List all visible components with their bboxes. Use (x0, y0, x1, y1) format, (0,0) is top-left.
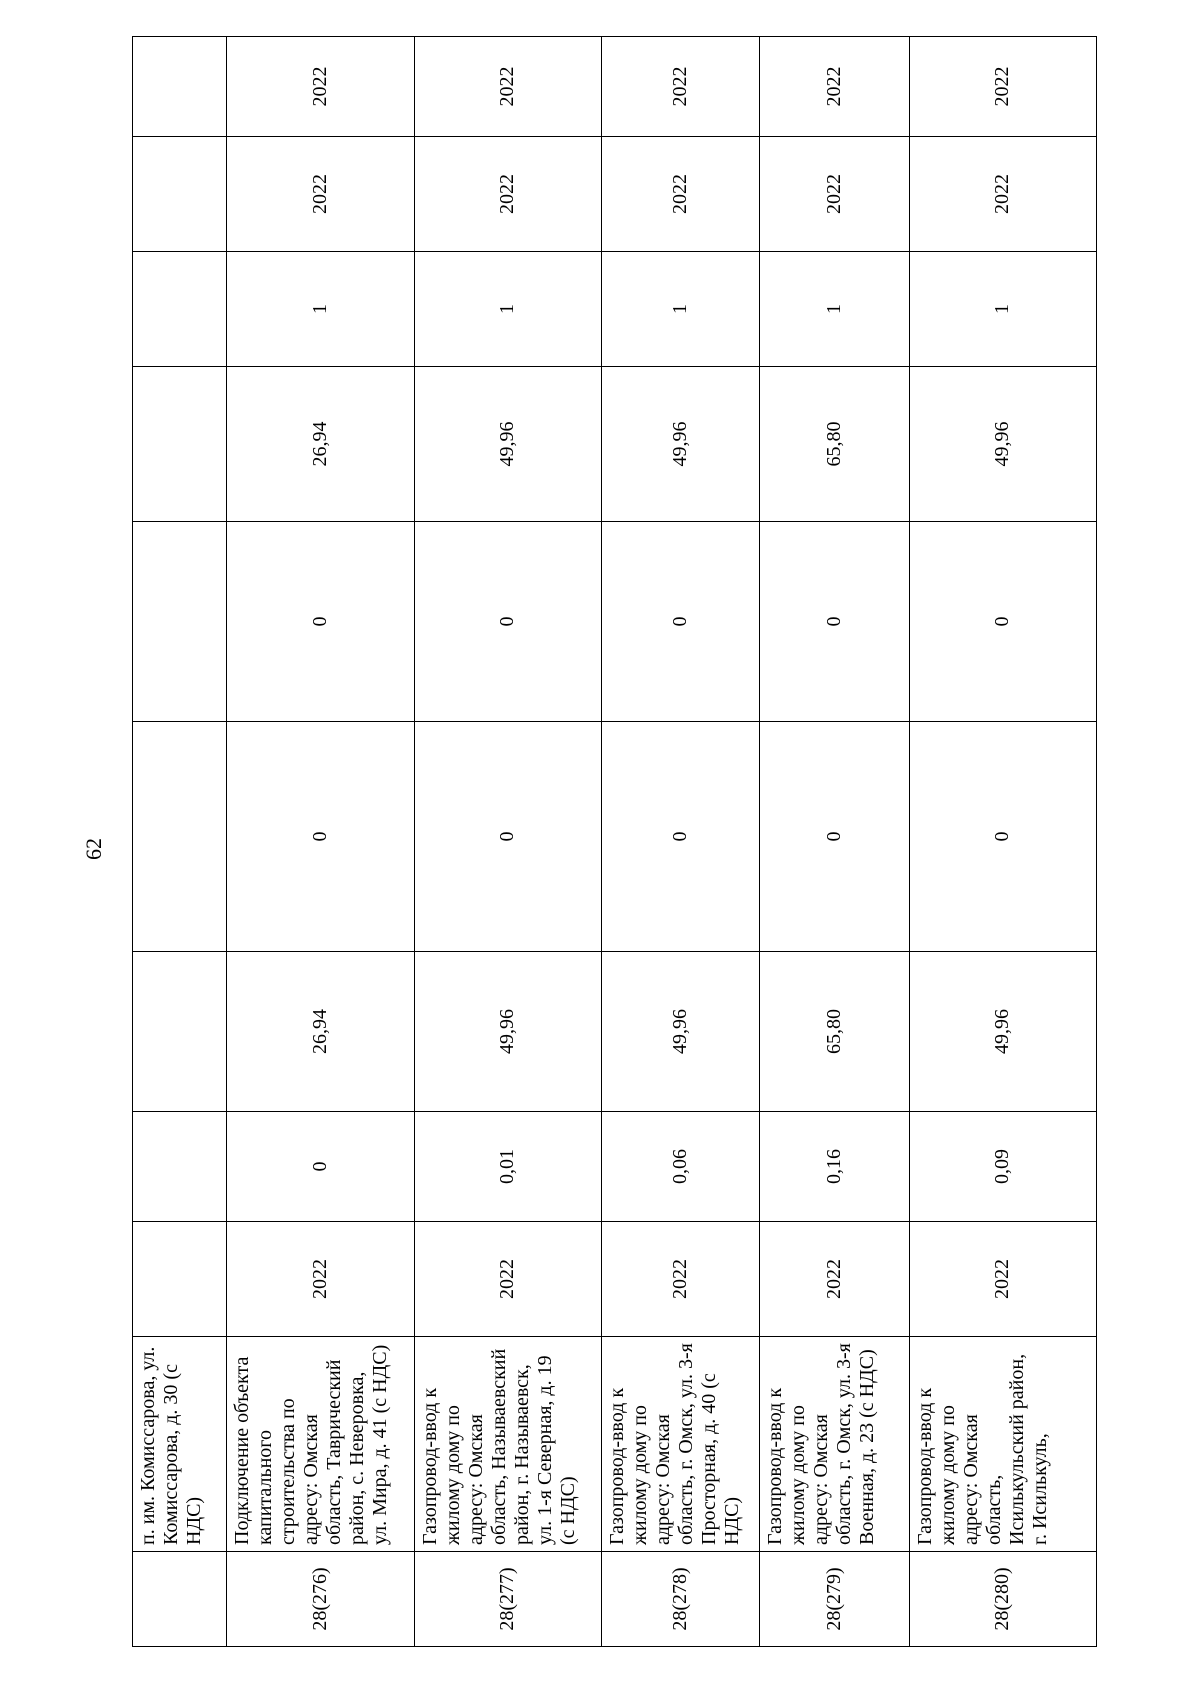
cell-value: 0 (759, 722, 909, 952)
cell-year (133, 137, 227, 252)
cell-value: 65,80 (759, 367, 909, 522)
cell-value: 1 (227, 252, 414, 367)
cell-year: 2022 (759, 137, 909, 252)
cell-id: 28(280) (909, 1552, 1096, 1647)
rotated-table (132, 37, 1097, 1647)
data-table (132, 36, 1097, 1647)
cell-value (133, 522, 227, 722)
cell-value: 1 (909, 252, 1096, 367)
cell-value: 0,16 (759, 1112, 909, 1222)
cell-year: 2022 (909, 37, 1096, 137)
cell-value (133, 952, 227, 1112)
cell-value: 26,94 (227, 952, 414, 1112)
cell-id: 28(279) (759, 1552, 909, 1647)
cell-value: 0 (909, 722, 1096, 952)
cell-id (133, 1552, 227, 1647)
cell-value: 49,96 (909, 367, 1096, 522)
cell-description: п. им. Комиссарова, ул. Комиссарова, д. 30 (с НДС) (133, 1337, 227, 1552)
cell-value: 0,01 (414, 1112, 601, 1222)
cell-year: 2022 (227, 137, 414, 252)
cell-year (133, 37, 227, 137)
cell-value: 1 (759, 252, 909, 367)
cell-value: 0 (227, 522, 414, 722)
cell-value: 0 (414, 722, 601, 952)
cell-description: Газопровод-ввод к жилому дому по адресу: Омская область, Исилькульский район, г. Исилькуль, (909, 1337, 1096, 1552)
cell-value (133, 722, 227, 952)
table-row (602, 37, 759, 1647)
cell-description: Подключение объекта капитального строительства по адресу: Омская область, Таврический район, с. Неверовка, ул. Мира, д. 41 (с НДС) (227, 1337, 414, 1552)
cell-value: 0 (227, 1112, 414, 1222)
cell-year: 2022 (227, 37, 414, 137)
cell-id: 28(276) (227, 1552, 414, 1647)
cell-year: 2022 (602, 1222, 759, 1337)
rotated-table-wrapper (132, 37, 1097, 1647)
cell-value: 0,06 (602, 1112, 759, 1222)
cell-value (133, 1112, 227, 1222)
cell-value: 1 (602, 252, 759, 367)
cell-id: 28(277) (414, 1552, 601, 1647)
cell-value: 26,94 (227, 367, 414, 522)
cell-year (133, 1222, 227, 1337)
cell-year: 2022 (414, 137, 601, 252)
cell-value: 49,96 (602, 952, 759, 1112)
cell-value: 0 (909, 522, 1096, 722)
cell-description: Газопровод-ввод к жилому дому по адресу: Омская область, г. Омск, ул. 3-я Военная, д. 23 (с НДС) (759, 1337, 909, 1552)
table-row (759, 37, 909, 1647)
cell-year: 2022 (909, 1222, 1096, 1337)
cell-year: 2022 (909, 137, 1096, 252)
cell-year: 2022 (414, 1222, 601, 1337)
cell-year: 2022 (759, 37, 909, 137)
cell-year: 2022 (759, 1222, 909, 1337)
cell-value: 49,96 (414, 367, 601, 522)
cell-value: 49,96 (414, 952, 601, 1112)
cell-year: 2022 (602, 37, 759, 137)
cell-id: 28(278) (602, 1552, 759, 1647)
table-row (909, 37, 1096, 1647)
table-row (227, 37, 414, 1647)
cell-description: Газопровод-ввод к жилому дому по адресу: Омская область, Называевский район, г. Называевск, ул. 1-я Северная, д. 19 (с НДС) (414, 1337, 601, 1552)
cell-value (133, 367, 227, 522)
cell-value (133, 252, 227, 367)
cell-value: 0 (759, 522, 909, 722)
cell-value: 65,80 (759, 952, 909, 1112)
cell-value: 49,96 (909, 952, 1096, 1112)
cell-description: Газопровод-ввод к жилому дому по адресу: Омская область, г. Омск, ул. 3-я Просторная, д. 40 (с НДС) (602, 1337, 759, 1552)
cell-year: 2022 (602, 137, 759, 252)
cell-value: 0 (227, 722, 414, 952)
cell-year: 2022 (227, 1222, 414, 1337)
cell-year: 2022 (414, 37, 601, 137)
cell-value: 0 (602, 722, 759, 952)
table-row (414, 37, 601, 1647)
table-row (133, 37, 227, 1647)
cell-value: 0 (414, 522, 601, 722)
cell-value: 1 (414, 252, 601, 367)
cell-value: 0 (602, 522, 759, 722)
cell-value: 0,09 (909, 1112, 1096, 1222)
page-number: 62 (81, 838, 106, 860)
cell-value: 49,96 (602, 367, 759, 522)
